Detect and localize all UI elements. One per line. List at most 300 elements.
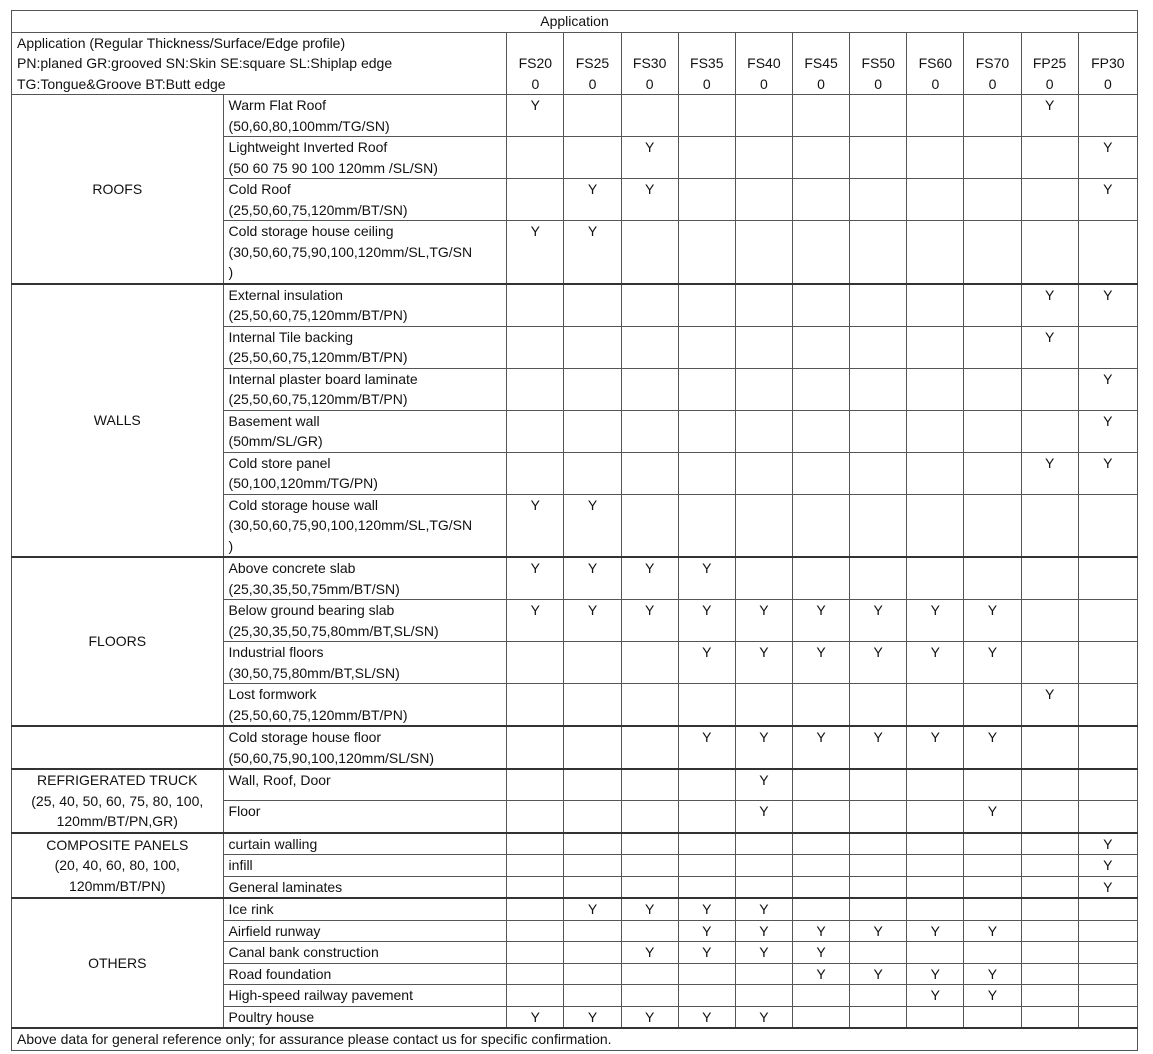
suitability-mark: Y bbox=[1078, 452, 1137, 494]
suitability-mark bbox=[1078, 642, 1137, 684]
suitability-mark: Y bbox=[792, 726, 849, 769]
table-row bbox=[12, 284, 1138, 327]
application-cell: Cold Roof (25,50,60,75,120mm/BT/SN) bbox=[223, 179, 507, 221]
suitability-mark bbox=[507, 179, 564, 221]
category-cell: ROOFS bbox=[12, 95, 224, 284]
suitability-mark bbox=[907, 95, 964, 137]
suitability-mark bbox=[564, 855, 621, 877]
table-row bbox=[12, 557, 1138, 600]
suitability-mark bbox=[678, 410, 735, 452]
suitability-mark bbox=[621, 855, 678, 877]
suitability-mark bbox=[850, 410, 907, 452]
suitability-mark bbox=[1078, 1006, 1137, 1028]
suitability-mark: Y bbox=[507, 1006, 564, 1028]
suitability-mark bbox=[792, 137, 849, 179]
suitability-mark: Y bbox=[907, 985, 964, 1007]
suitability-mark bbox=[507, 833, 564, 855]
suitability-mark bbox=[564, 769, 621, 801]
suitability-mark bbox=[1021, 855, 1078, 877]
suitability-mark: Y bbox=[735, 942, 792, 964]
suitability-mark bbox=[1078, 726, 1137, 769]
suitability-mark bbox=[907, 221, 964, 284]
table-row bbox=[12, 769, 1138, 801]
suitability-mark: Y bbox=[678, 557, 735, 600]
suitability-mark: Y bbox=[1021, 684, 1078, 727]
suitability-mark bbox=[907, 557, 964, 600]
suitability-mark bbox=[621, 684, 678, 727]
suitability-mark bbox=[1078, 985, 1137, 1007]
suitability-mark bbox=[507, 642, 564, 684]
suitability-mark bbox=[735, 284, 792, 327]
suitability-mark bbox=[850, 452, 907, 494]
suitability-mark bbox=[507, 452, 564, 494]
application-table bbox=[11, 10, 1138, 1051]
header-row bbox=[12, 32, 1138, 95]
suitability-mark bbox=[735, 368, 792, 410]
suitability-mark: Y bbox=[507, 221, 564, 284]
suitability-mark: Y bbox=[678, 642, 735, 684]
table-row bbox=[12, 833, 1138, 855]
suitability-mark bbox=[564, 368, 621, 410]
suitability-mark bbox=[1078, 920, 1137, 942]
suitability-mark bbox=[907, 494, 964, 557]
suitability-mark bbox=[1078, 801, 1137, 833]
suitability-mark: Y bbox=[1078, 179, 1137, 221]
application-cell: Lost formwork (25,50,60,75,120mm/BT/PN) bbox=[223, 684, 507, 727]
suitability-mark bbox=[621, 284, 678, 327]
footnote: Above data for general reference only; for assurance please contact us for specific confirmation. bbox=[12, 1028, 1138, 1050]
column-header: FS45 0 bbox=[792, 32, 849, 95]
suitability-mark bbox=[907, 684, 964, 727]
suitability-mark bbox=[850, 284, 907, 327]
suitability-mark bbox=[964, 494, 1021, 557]
suitability-mark bbox=[621, 833, 678, 855]
suitability-mark bbox=[507, 410, 564, 452]
suitability-mark bbox=[507, 801, 564, 833]
application-cell: Above concrete slab (25,30,35,50,75mm/BT/SN) bbox=[223, 557, 507, 600]
suitability-mark bbox=[792, 833, 849, 855]
suitability-mark: Y bbox=[1021, 284, 1078, 327]
suitability-mark: Y bbox=[678, 600, 735, 642]
suitability-mark bbox=[1078, 684, 1137, 727]
suitability-mark bbox=[964, 769, 1021, 801]
suitability-mark bbox=[507, 726, 564, 769]
suitability-mark bbox=[678, 801, 735, 833]
suitability-mark: Y bbox=[1021, 452, 1078, 494]
suitability-mark bbox=[735, 179, 792, 221]
suitability-mark bbox=[850, 494, 907, 557]
suitability-mark bbox=[1078, 326, 1137, 368]
suitability-mark bbox=[735, 855, 792, 877]
suitability-mark bbox=[1021, 1006, 1078, 1028]
category-cell: FLOORS bbox=[12, 557, 224, 726]
suitability-mark bbox=[792, 284, 849, 327]
suitability-mark: Y bbox=[1078, 833, 1137, 855]
suitability-mark bbox=[792, 557, 849, 600]
column-header: FS60 0 bbox=[907, 32, 964, 95]
suitability-mark bbox=[1078, 557, 1137, 600]
suitability-mark: Y bbox=[850, 920, 907, 942]
suitability-mark bbox=[907, 179, 964, 221]
suitability-mark bbox=[1021, 876, 1078, 898]
suitability-mark: Y bbox=[1078, 368, 1137, 410]
suitability-mark: Y bbox=[907, 920, 964, 942]
application-cell: Cold storage house floor (50,60,75,90,100,120mm/SL/SN) bbox=[223, 726, 507, 769]
category-cell: REFRIGERATED TRUCK (25, 40, 50, 60, 75, 80, 100, 120mm/BT/PN,GR) bbox=[12, 769, 224, 833]
suitability-mark: Y bbox=[564, 557, 621, 600]
suitability-mark bbox=[1021, 985, 1078, 1007]
suitability-mark bbox=[1078, 494, 1137, 557]
suitability-mark bbox=[907, 137, 964, 179]
suitability-mark bbox=[792, 326, 849, 368]
suitability-mark bbox=[564, 985, 621, 1007]
suitability-mark bbox=[1021, 942, 1078, 964]
suitability-mark bbox=[507, 326, 564, 368]
suitability-mark bbox=[907, 769, 964, 801]
suitability-mark: Y bbox=[850, 642, 907, 684]
suitability-mark bbox=[850, 876, 907, 898]
suitability-mark bbox=[507, 769, 564, 801]
category-cell: WALLS bbox=[12, 284, 224, 558]
suitability-mark bbox=[564, 876, 621, 898]
suitability-mark bbox=[1021, 726, 1078, 769]
application-cell: Cold store panel (50,100,120mm/TG/PN) bbox=[223, 452, 507, 494]
table-title: Application bbox=[12, 11, 1138, 33]
application-cell: Basement wall (50mm/SL/GR) bbox=[223, 410, 507, 452]
suitability-mark: Y bbox=[507, 557, 564, 600]
suitability-mark bbox=[621, 494, 678, 557]
suitability-mark bbox=[678, 985, 735, 1007]
category-cell: OTHERS bbox=[12, 898, 224, 1028]
application-cell: High-speed railway pavement bbox=[223, 985, 507, 1007]
category-cell bbox=[12, 726, 224, 769]
suitability-mark bbox=[964, 326, 1021, 368]
suitability-mark bbox=[792, 410, 849, 452]
suitability-mark bbox=[735, 452, 792, 494]
application-cell: Below ground bearing slab (25,30,35,50,75,80mm/BT,SL/SN) bbox=[223, 600, 507, 642]
application-cell: General laminates bbox=[223, 876, 507, 898]
suitability-mark bbox=[1078, 898, 1137, 920]
suitability-mark bbox=[850, 1006, 907, 1028]
suitability-mark bbox=[964, 684, 1021, 727]
suitability-mark bbox=[850, 557, 907, 600]
application-cell: Canal bank construction bbox=[223, 942, 507, 964]
suitability-mark: Y bbox=[735, 898, 792, 920]
suitability-mark: Y bbox=[1078, 410, 1137, 452]
suitability-mark bbox=[564, 452, 621, 494]
suitability-mark bbox=[907, 1006, 964, 1028]
suitability-mark bbox=[678, 137, 735, 179]
column-header: FP30 0 bbox=[1078, 32, 1137, 95]
suitability-mark bbox=[735, 557, 792, 600]
suitability-mark bbox=[735, 137, 792, 179]
suitability-mark bbox=[621, 410, 678, 452]
suitability-mark: Y bbox=[735, 769, 792, 801]
suitability-mark bbox=[678, 284, 735, 327]
suitability-mark: Y bbox=[621, 137, 678, 179]
suitability-mark bbox=[850, 179, 907, 221]
application-cell: Cold storage house wall (30,50,60,75,90,100,120mm/SL,TG/SN ) bbox=[223, 494, 507, 557]
suitability-mark bbox=[907, 855, 964, 877]
suitability-mark: Y bbox=[735, 920, 792, 942]
suitability-mark bbox=[564, 801, 621, 833]
suitability-mark: Y bbox=[964, 801, 1021, 833]
suitability-mark bbox=[507, 985, 564, 1007]
column-header: FS35 0 bbox=[678, 32, 735, 95]
suitability-mark bbox=[964, 410, 1021, 452]
suitability-mark bbox=[678, 452, 735, 494]
suitability-mark bbox=[564, 920, 621, 942]
suitability-mark: Y bbox=[964, 642, 1021, 684]
suitability-mark bbox=[792, 179, 849, 221]
suitability-mark bbox=[1021, 898, 1078, 920]
suitability-mark bbox=[507, 284, 564, 327]
suitability-mark: Y bbox=[792, 963, 849, 985]
suitability-mark bbox=[507, 368, 564, 410]
suitability-mark bbox=[621, 985, 678, 1007]
table-row bbox=[12, 95, 1138, 137]
suitability-mark bbox=[507, 963, 564, 985]
suitability-mark bbox=[1021, 557, 1078, 600]
suitability-mark bbox=[507, 855, 564, 877]
suitability-mark bbox=[621, 769, 678, 801]
suitability-mark bbox=[621, 95, 678, 137]
suitability-mark: Y bbox=[850, 600, 907, 642]
suitability-mark bbox=[678, 769, 735, 801]
suitability-mark bbox=[850, 801, 907, 833]
suitability-mark bbox=[621, 452, 678, 494]
suitability-mark: Y bbox=[850, 963, 907, 985]
suitability-mark bbox=[1021, 179, 1078, 221]
suitability-mark bbox=[735, 326, 792, 368]
suitability-mark bbox=[678, 326, 735, 368]
suitability-mark bbox=[678, 855, 735, 877]
suitability-mark bbox=[850, 95, 907, 137]
suitability-mark bbox=[564, 95, 621, 137]
suitability-mark bbox=[507, 684, 564, 727]
suitability-mark bbox=[678, 179, 735, 221]
suitability-mark bbox=[1021, 769, 1078, 801]
suitability-mark bbox=[850, 221, 907, 284]
application-cell: Lightweight Inverted Roof (50 60 75 90 100 120mm /SL/SN) bbox=[223, 137, 507, 179]
suitability-mark bbox=[964, 368, 1021, 410]
suitability-mark bbox=[850, 326, 907, 368]
suitability-mark: Y bbox=[564, 600, 621, 642]
suitability-mark: Y bbox=[621, 179, 678, 221]
suitability-mark: Y bbox=[964, 920, 1021, 942]
suitability-mark bbox=[1078, 221, 1137, 284]
suitability-mark bbox=[792, 769, 849, 801]
suitability-mark: Y bbox=[621, 898, 678, 920]
application-cell: Wall, Roof, Door bbox=[223, 769, 507, 801]
suitability-mark bbox=[735, 963, 792, 985]
suitability-mark: Y bbox=[621, 1006, 678, 1028]
suitability-mark bbox=[678, 221, 735, 284]
suitability-mark bbox=[850, 684, 907, 727]
suitability-mark bbox=[564, 942, 621, 964]
category-cell: COMPOSITE PANELS (20, 40, 60, 80, 100, 120mm/BT/PN) bbox=[12, 833, 224, 899]
suitability-mark bbox=[964, 95, 1021, 137]
suitability-mark: Y bbox=[907, 963, 964, 985]
application-cell: External insulation (25,50,60,75,120mm/BT/PN) bbox=[223, 284, 507, 327]
suitability-mark bbox=[735, 410, 792, 452]
suitability-mark: Y bbox=[1078, 284, 1137, 327]
suitability-mark bbox=[792, 855, 849, 877]
application-cell: Internal Tile backing (25,50,60,75,120mm/BT/PN) bbox=[223, 326, 507, 368]
suitability-mark bbox=[1078, 942, 1137, 964]
suitability-mark bbox=[1021, 642, 1078, 684]
suitability-mark: Y bbox=[907, 642, 964, 684]
suitability-mark bbox=[621, 726, 678, 769]
suitability-mark bbox=[1021, 494, 1078, 557]
column-header: FP25 0 bbox=[1021, 32, 1078, 95]
suitability-mark: Y bbox=[792, 920, 849, 942]
suitability-mark bbox=[964, 137, 1021, 179]
suitability-mark: Y bbox=[564, 494, 621, 557]
suitability-mark: Y bbox=[678, 1006, 735, 1028]
suitability-mark: Y bbox=[678, 920, 735, 942]
suitability-mark bbox=[735, 833, 792, 855]
suitability-mark bbox=[564, 726, 621, 769]
suitability-mark bbox=[678, 876, 735, 898]
suitability-mark bbox=[792, 898, 849, 920]
suitability-mark bbox=[507, 137, 564, 179]
suitability-mark bbox=[1021, 368, 1078, 410]
suitability-mark: Y bbox=[735, 801, 792, 833]
title-row bbox=[12, 11, 1138, 33]
suitability-mark bbox=[964, 855, 1021, 877]
application-cell: Floor bbox=[223, 801, 507, 833]
suitability-mark bbox=[1021, 600, 1078, 642]
suitability-mark: Y bbox=[564, 1006, 621, 1028]
application-cell: Ice rink bbox=[223, 898, 507, 920]
suitability-mark bbox=[678, 95, 735, 137]
suitability-mark bbox=[964, 452, 1021, 494]
suitability-mark bbox=[621, 920, 678, 942]
suitability-mark bbox=[850, 368, 907, 410]
suitability-mark bbox=[564, 833, 621, 855]
suitability-mark bbox=[792, 1006, 849, 1028]
suitability-mark: Y bbox=[735, 642, 792, 684]
application-cell: Poultry house bbox=[223, 1006, 507, 1028]
suitability-mark bbox=[564, 137, 621, 179]
footnote-row bbox=[12, 1028, 1138, 1050]
suitability-mark bbox=[792, 684, 849, 727]
suitability-mark: Y bbox=[1078, 137, 1137, 179]
suitability-mark bbox=[564, 284, 621, 327]
suitability-mark bbox=[621, 801, 678, 833]
suitability-mark bbox=[792, 452, 849, 494]
suitability-mark bbox=[621, 642, 678, 684]
suitability-mark bbox=[850, 942, 907, 964]
suitability-mark bbox=[850, 898, 907, 920]
suitability-mark bbox=[792, 494, 849, 557]
suitability-mark bbox=[678, 684, 735, 727]
suitability-mark: Y bbox=[564, 221, 621, 284]
suitability-mark bbox=[850, 985, 907, 1007]
legend-cell: Application (Regular Thickness/Surface/Edge profile) PN:planed GR:grooved SN:Skin SE:square SL:Shiplap edge TG:Tongue&Groove BT:Butt edge bbox=[12, 32, 507, 95]
suitability-mark: Y bbox=[1021, 95, 1078, 137]
suitability-mark: Y bbox=[735, 1006, 792, 1028]
column-header: FS25 0 bbox=[564, 32, 621, 95]
suitability-mark bbox=[964, 833, 1021, 855]
suitability-mark bbox=[792, 801, 849, 833]
suitability-mark: Y bbox=[621, 942, 678, 964]
suitability-mark: Y bbox=[964, 600, 1021, 642]
suitability-mark bbox=[907, 368, 964, 410]
suitability-mark bbox=[1021, 137, 1078, 179]
suitability-mark: Y bbox=[792, 942, 849, 964]
application-cell: Cold storage house ceiling (30,50,60,75,90,100,120mm/SL,TG/SN ) bbox=[223, 221, 507, 284]
application-cell: curtain walling bbox=[223, 833, 507, 855]
suitability-mark: Y bbox=[1078, 876, 1137, 898]
suitability-mark bbox=[564, 963, 621, 985]
suitability-mark: Y bbox=[1078, 855, 1137, 877]
suitability-mark: Y bbox=[507, 95, 564, 137]
table-row bbox=[12, 898, 1138, 920]
application-cell: Warm Flat Roof (50,60,80,100mm/TG/SN) bbox=[223, 95, 507, 137]
suitability-mark bbox=[678, 963, 735, 985]
suitability-mark bbox=[907, 326, 964, 368]
application-cell: infill bbox=[223, 855, 507, 877]
suitability-mark bbox=[964, 284, 1021, 327]
suitability-mark: Y bbox=[850, 726, 907, 769]
suitability-mark: Y bbox=[907, 600, 964, 642]
suitability-mark bbox=[792, 876, 849, 898]
suitability-mark bbox=[907, 876, 964, 898]
suitability-mark bbox=[907, 942, 964, 964]
suitability-mark bbox=[621, 963, 678, 985]
suitability-mark bbox=[735, 221, 792, 284]
suitability-mark bbox=[907, 898, 964, 920]
suitability-mark bbox=[1021, 801, 1078, 833]
suitability-mark: Y bbox=[792, 600, 849, 642]
suitability-mark bbox=[850, 137, 907, 179]
suitability-mark bbox=[1021, 963, 1078, 985]
suitability-mark bbox=[564, 326, 621, 368]
suitability-mark bbox=[564, 684, 621, 727]
suitability-mark: Y bbox=[964, 726, 1021, 769]
application-cell: Airfield runway bbox=[223, 920, 507, 942]
suitability-mark: Y bbox=[507, 494, 564, 557]
column-header: FS50 0 bbox=[850, 32, 907, 95]
column-header: FS70 0 bbox=[964, 32, 1021, 95]
suitability-mark bbox=[507, 876, 564, 898]
suitability-mark bbox=[964, 557, 1021, 600]
suitability-mark: Y bbox=[964, 985, 1021, 1007]
suitability-mark: Y bbox=[507, 600, 564, 642]
application-table-container bbox=[11, 10, 1138, 1051]
suitability-mark: Y bbox=[621, 557, 678, 600]
suitability-mark: Y bbox=[1021, 326, 1078, 368]
suitability-mark bbox=[907, 801, 964, 833]
suitability-mark: Y bbox=[735, 600, 792, 642]
suitability-mark bbox=[735, 876, 792, 898]
application-cell: Internal plaster board laminate (25,50,60,75,120mm/BT/PN) bbox=[223, 368, 507, 410]
suitability-mark bbox=[850, 769, 907, 801]
suitability-mark bbox=[792, 368, 849, 410]
suitability-mark bbox=[507, 898, 564, 920]
suitability-mark bbox=[1078, 963, 1137, 985]
column-header: FS30 0 bbox=[621, 32, 678, 95]
suitability-mark: Y bbox=[735, 726, 792, 769]
application-cell: Road foundation bbox=[223, 963, 507, 985]
suitability-mark bbox=[621, 221, 678, 284]
suitability-mark: Y bbox=[621, 600, 678, 642]
suitability-mark bbox=[621, 368, 678, 410]
suitability-mark: Y bbox=[964, 963, 1021, 985]
suitability-mark bbox=[907, 833, 964, 855]
